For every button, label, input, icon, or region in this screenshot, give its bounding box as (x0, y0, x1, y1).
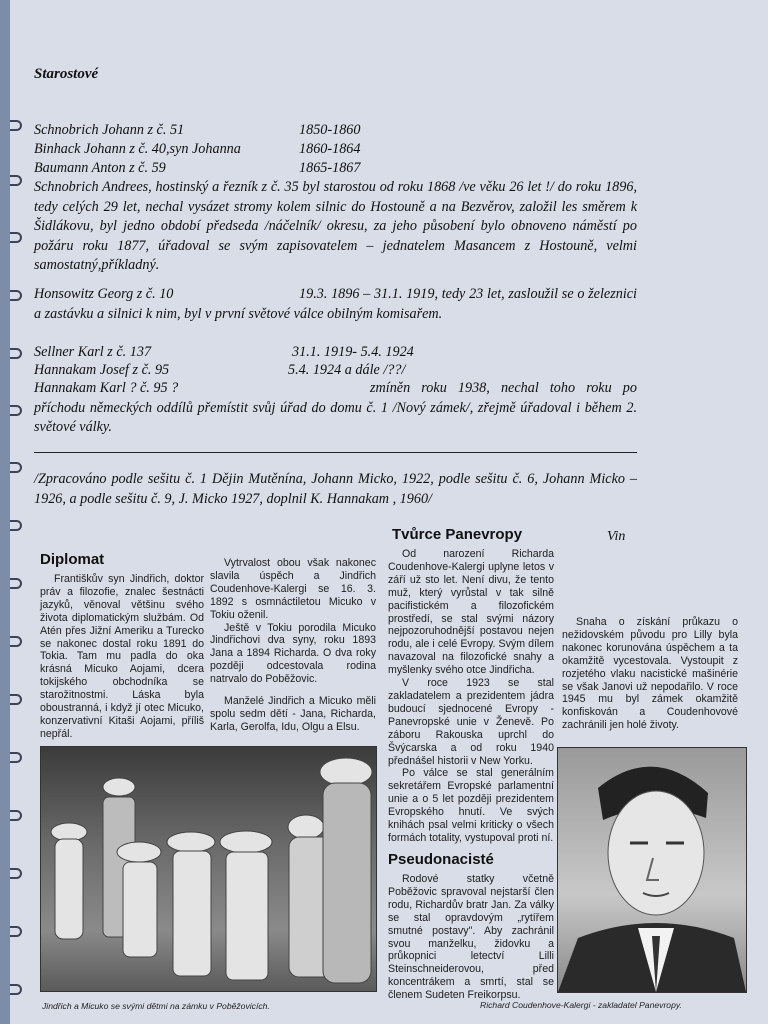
binding-ring (10, 752, 22, 763)
mayor-name: Hannakam Karl ? č. 95 ? (34, 380, 179, 396)
paragraph: Manželé Jindřich a Micuko měli spolu sedm dětí - Jana, Richarda, Karla, Gerolfa, Idu, Olgu a Elsu. (210, 695, 376, 733)
binding-ring (10, 232, 22, 243)
family-figures (41, 747, 376, 991)
diplomat-heading: Diplomat (40, 551, 105, 568)
binding-ring (10, 348, 22, 359)
panevropy-text (388, 548, 554, 845)
binding-ring (10, 120, 22, 131)
pseudonaciste-heading: Pseudonacisté (388, 851, 494, 868)
column-text (562, 616, 738, 732)
mayor-name: Baumann Anton z č. 59 (34, 160, 166, 176)
section-heading: Starostové (34, 66, 99, 82)
binding-ring (10, 926, 22, 937)
paragraph: Od narození Richarda Coudenhove-Kalergi uplyne letos v září už sto let. Není divu, že tento muž, který vyrůstal v tak silně pacifistickém a filozofickém prostředí, se stal svými názory nejpozoruhodnější postavou nejen rodu, ale i celé Evropy. Svým dílem navazoval na filozofické snahy a myšlenky svého otce Jindřicha. (388, 548, 554, 677)
mayor-years: 5.4. 1924 a dále /??/ (288, 362, 406, 378)
binding-ring (10, 175, 22, 186)
portrait-figure (558, 748, 746, 992)
binding-ring (10, 578, 22, 589)
mayor-paragraph: Schnobrich Andrees, hostinský a řezník z č. 35 byl starostou od roku 1868 /ve věku 26 let !/ do roku 1896, tedy celých 29 let, nechal vysázet stromy kolem silnic do Hostouně a na Bezvěrov, založil les směrem k Šidlákovu, byl jedno období předseda /náčelník/ okresu, za jeho působení bylo obnoveno náměstí po požáru roku 1877, úřadoval se svým zapisovatelem – jednatelem Masancem z Hostouně, velmi samostatný,příkladný. (34, 179, 637, 273)
paragraph: V roce 1923 se stal zakladatelem a prezidentem jádra budoucí sjednocené Evropy - Panevropské unie v Ženevě. Po záboru Rakouska uprchl do Švýcarska a od roku 1940 přednášel historii v New Yorku. (388, 677, 554, 767)
family-photo-caption: Jindřich a Micuko se svými dětmi na zámku v Poběžovicích. (42, 1001, 270, 1011)
panevropy-heading: Tvůrce Panevropy (392, 526, 523, 543)
mayor-years: 1850-1860 (299, 122, 361, 138)
diplomat-text (40, 573, 204, 741)
mayor-years: 1865-1867 (299, 160, 361, 176)
paragraph: Rodové statky včetně Poběžovic spravoval nejstarší člen rodu, Richardův bratr Jan. Za války se stal opravdovým „rytířem smutné postavy". Aby zachránil svou manželku, židovku a průkopnici letectví Lilli Steinschneiderovou, před koncentrákem a smrtí, stal se členem Sudeten Freikorpsu. (388, 873, 554, 1002)
binding-ring (10, 810, 22, 821)
binding-ring (10, 520, 22, 531)
source-note: /Zpracováno podle sešitu č. 1 Dějin Mutěnína, Johann Micko, 1922, podle sešitu č. 6, Johann Micko – 1926, a podle sešitu č. 9, J. Micko 1927, doplnil K. Hannakam , 1960/ (34, 471, 637, 507)
mayor-paragraph: 19.3. 1896 – 31.1. 1919, tedy 23 let, zasloužil se o železnici a zastávku a silnici k nim, byl v první světové válce obilným komisařem. (34, 286, 637, 322)
vin-note: Vin (607, 529, 626, 544)
binding-ring (10, 984, 22, 995)
mayor-paragraph: zmíněn roku 1938, nechal toho roku po příchodu německých oddílů přemístit svůj úřad do domu č. 1 /Nový zámek/, zřejmě úřadoval i během 2. světové války. (34, 380, 637, 435)
document-page (10, 0, 768, 1024)
paragraph: Vytrvalost obou však nakonec slavila úspěch a Jindřich Coudenhove-Kalergi se 16. 3. 1892 s osmnáctiletou Micuko v Tokiu oženil. (210, 557, 376, 621)
paragraph: Františkův syn Jindřich, doktor práv a filozofie, znalec šestnácti jazyků, věnoval většinu svého života diplomatickým službám. Od Atén přes Jižní Ameriku a Turecko se nakonec dostal roku 1891 do Tokia. Tam mu padla do oka krásná Micuko Aojami, dcera tokijského obchodníka se starožitnostmi. Láska byla oboustranná, i když jí otec Micuko, konzervativní Kitaši Aojami, příliš nepřál. (40, 573, 204, 740)
family-photo (40, 746, 377, 992)
binding-ring (10, 290, 22, 301)
pseudonaciste-text (388, 873, 554, 1002)
mayor-name: Binhack Johann z č. 40,syn Johanna (34, 141, 241, 157)
paragraph: Po válce se stal generálním sekretářem Evropské parlamentní unie a o 5 let později prezidentem Evropského hnutí. Ve svých knihách psal velmi kriticky o všech formách totality, vystupoval proti ní. (388, 767, 554, 844)
paragraph: Snaha o získání průkazu o nežidovském původu pro Lilly byla nakonec korunována úspěchem a ta okamžitě vycestovala. Vystoupit z rozjetého vlaku nacistické mašinérie se však Janovi už nepodařilo. V roce 1945 mu byl zámek okamžitě konfiskován a Coudenhovové zachránili jen holé životy. (562, 616, 738, 732)
binding-ring (10, 694, 22, 705)
paragraph: Ještě v Tokiu porodila Micuko Jindřichovi dva syny, roku 1893 Jana a 1894 Richarda. O dva roky později odcestovala rodina natrvalo do Poběžovic. (210, 621, 376, 686)
column-text (210, 557, 376, 734)
mayor-name: Hannakam Josef z č. 95 (34, 362, 170, 378)
binding-ring (10, 405, 22, 416)
mayor-years: 31.1. 1919- 5.4. 1924 (292, 344, 414, 360)
binding-ring (10, 868, 22, 879)
mayor-years: 1860-1864 (299, 141, 361, 157)
portrait-caption: Richard Coudenhove-Kalergi - zakladatel Panevropy. (480, 1000, 682, 1010)
binding-ring (10, 636, 22, 647)
binding-ring (10, 462, 22, 473)
portrait-photo (557, 747, 747, 993)
mayor-name: Schnobrich Johann z č. 51 (34, 122, 185, 138)
mayor-name: Honsowitz Georg z č. 10 (34, 286, 174, 302)
divider (34, 452, 637, 453)
mayor-name: Sellner Karl z č. 137 (34, 344, 152, 360)
